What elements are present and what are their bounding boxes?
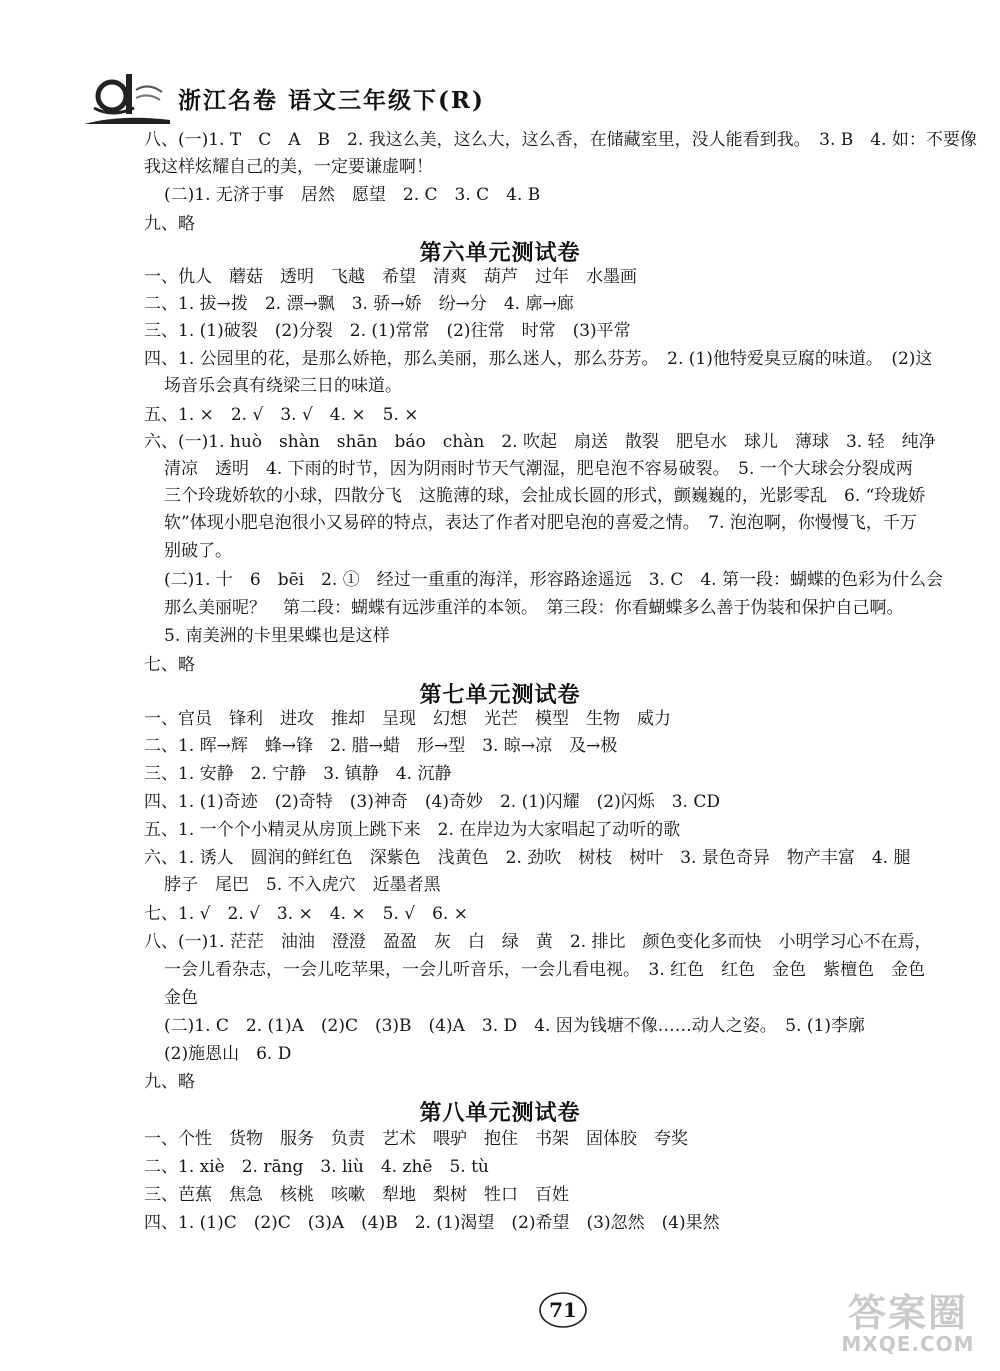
answer-line: 六、1. 诱人 圆润的鲜红色 深紫色 浅黄色 2. 劲吹 树枝 树叶 3. 景色奇异 物产丰富 4. 腿 <box>144 848 911 868</box>
header-title: 浙江名卷 语文三年级下(R) <box>178 87 485 114</box>
answer-line: (二)1. C 2. (1)A (2)C (3)B (4)A 3. D 4. 因为钱塘不像……动人之姿。 5. (1)李廓 <box>164 1016 865 1036</box>
answer-line: 一会儿看杂志，一会儿吃苹果，一会儿听音乐，一会儿看电视。 3. 红色 红色 金色 紫檀色 金色 <box>164 960 926 980</box>
answer-line: 别破了。 <box>164 541 232 561</box>
section-title-unit-7: 第七单元测试卷 <box>419 682 581 708</box>
answer-line: 三、1. (1)破裂 (2)分裂 2. (1)常常 (2)往常 时常 (3)平常 <box>144 321 631 341</box>
page-header <box>82 68 682 128</box>
answer-line: 四、1. (1)C (2)C (3)A (4)B 2. (1)渴望 (2)希望 (3)忽然 (4)果然 <box>144 1213 720 1233</box>
answer-line: 七、1. √ 2. √ 3. × 4. × 5. √ 6. × <box>144 904 468 924</box>
answer-line: (二)1. 十 6 bēi 2. ① 经过一重重的海洋，形容路途遥远 3. C 4. 第一段：蝴蝶的色彩为什么会 <box>164 570 943 590</box>
answer-line: 四、1. 公园里的花，是那么娇艳，那么美丽，那么迷人，那么芬芳。 2. (1)他特爱臭豆腐的味道。 (2)这 <box>144 349 933 369</box>
answer-line: (二)1. 无济于事 居然 愿望 2. C 3. C 4. B <box>164 185 541 205</box>
answer-line: 我这样炫耀自己的美，一定要谦虚啊！ <box>144 157 433 177</box>
answer-line: 三、1. 安静 2. 宁静 3. 镇静 4. 沉静 <box>144 764 452 784</box>
page-number-badge <box>537 1290 589 1330</box>
answer-line: 三、芭蕉 焦急 核桃 咳嗽 犁地 梨树 牲口 百姓 <box>144 1185 569 1205</box>
answer-line: 脖子 尾巴 5. 不入虎穴 近墨者黑 <box>164 875 441 895</box>
publisher-logo-icon <box>82 68 172 128</box>
watermark-main: 答案圈 <box>847 1291 968 1335</box>
section-title-unit-8: 第八单元测试卷 <box>419 1100 581 1126</box>
answer-line: 一、个性 货物 服务 负责 艺术 喂驴 抱住 书架 固体胶 夸奖 <box>144 1129 688 1149</box>
answer-line: 五、1. × 2. √ 3. √ 4. × 5. × <box>144 405 419 425</box>
answer-line: 六、(一)1. huò shàn shān báo chàn 2. 吹起 扇送 散裂 肥皂水 球儿 薄球 3. 轻 纯净 <box>144 432 936 452</box>
answer-line: 三个玲珑娇软的小球，四散分飞 这脆薄的球，会扯成长圆的形式，颤巍巍的，光影零乱 6. “玲珑娇 <box>164 486 926 506</box>
answer-line: 二、1. 晖→辉 蜂→锋 2. 腊→蜡 形→型 3. 晾→凉 及→极 <box>144 736 618 756</box>
answer-line: 八、(一)1. T C A B 2. 我这么美，这么大，这么香，在储藏室里，没人能看到我。 3. B 4. 如：不要像 <box>144 130 977 150</box>
watermark <box>828 1282 988 1362</box>
page-number: 71 <box>549 1298 577 1322</box>
answer-line: 九、略 <box>144 214 195 234</box>
answer-line: 金色 <box>164 988 198 1008</box>
answer-line: 二、1. xiè 2. rāng 3. liù 4. zhē 5. tù <box>144 1157 489 1177</box>
answer-line: 四、1. (1)奇迹 (2)奇特 (3)神奇 (4)奇妙 2. (1)闪耀 (2)闪烁 3. CD <box>144 792 720 812</box>
answer-line: 5. 南美洲的卡里果蝶也是这样 <box>164 626 390 646</box>
watermark-url: MXQE.COM <box>841 1332 975 1356</box>
answer-line: 一、官员 锋利 进攻 推却 呈现 幻想 光芒 模型 生物 威力 <box>144 709 671 729</box>
answer-line: 二、1. 拔→拨 2. 漂→飘 3. 骄→娇 纷→分 4. 廓→廊 <box>144 294 574 314</box>
answer-line: 那么美丽呢？ 第二段：蝴蝶有远涉重洋的本领。 第三段：你看蝴蝶多么善于伪装和保护自己啊。 <box>164 598 904 618</box>
answer-line: 软”体现小肥皂泡很小又易碎的特点，表达了作者对肥皂泡的喜爱之情。 7. 泡泡啊，你慢慢飞，千万 <box>164 513 917 533</box>
answer-line: 八、(一)1. 茫茫 油油 澄澄 盈盈 灰 白 绿 黄 2. 排比 颜色变化多而快 小明学习心不在焉， <box>144 932 932 952</box>
answer-line: 五、1. 一个个小精灵从房顶上跳下来 2. 在岸边为大家唱起了动听的歌 <box>144 820 681 840</box>
answer-line: (2)施恩山 6. D <box>164 1044 292 1064</box>
answer-line: 场音乐会真有绕梁三日的味道。 <box>164 376 402 396</box>
answer-line: 七、略 <box>144 655 195 675</box>
answer-line: 清凉 透明 4. 下雨的时节，因为阴雨时节天气潮湿，肥皂泡不容易破裂。 5. 一个大球会分裂成两 <box>164 459 913 479</box>
answer-line: 九、略 <box>144 1072 195 1092</box>
answer-line: 一、仇人 蘑菇 透明 飞越 希望 清爽 葫芦 过年 水墨画 <box>144 267 637 287</box>
section-title-unit-6: 第六单元测试卷 <box>419 240 581 266</box>
